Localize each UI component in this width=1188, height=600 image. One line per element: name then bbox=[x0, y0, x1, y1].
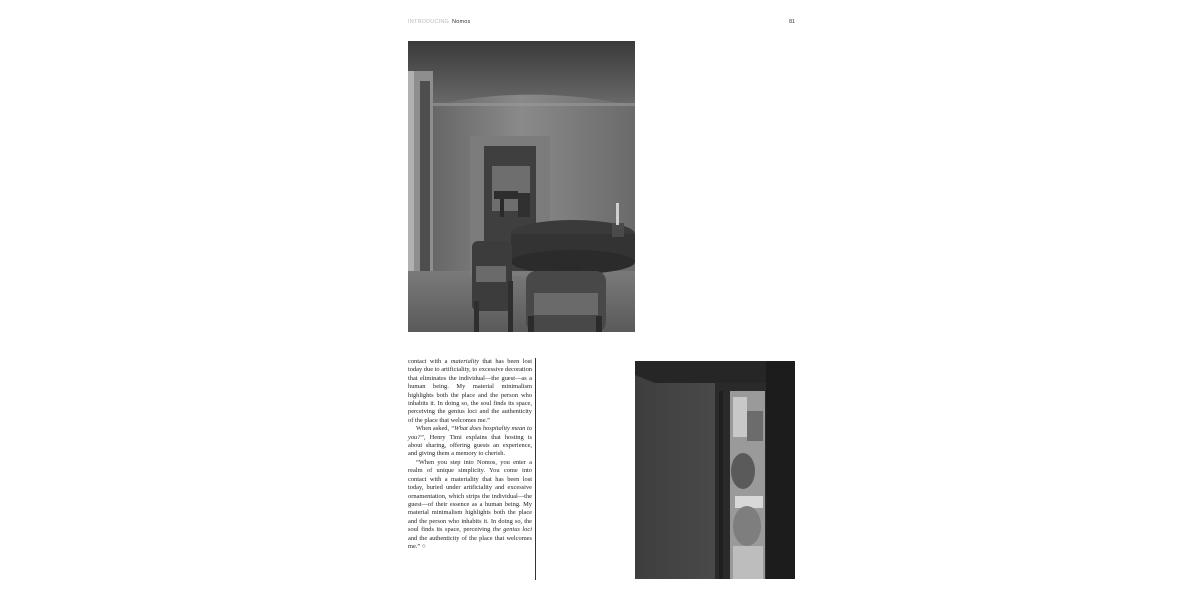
paragraph-1-emphasis: materiality bbox=[450, 358, 479, 365]
body-text-column bbox=[408, 358, 532, 551]
paragraph-3-text-a: “When you step into Nomos, you enter a realm of unique simplicity. You come into contact with a materiality that has been lost today, buried under artificiality and excessive ornamentation, which strips the individual—the guest—of their essence as a human being. My material minimalism highlights both the place and the person who inhabits it. In doing so, the soul finds its space, perceiving bbox=[408, 458, 532, 534]
section-label: INTRODUCING bbox=[408, 19, 450, 25]
paragraph-2 bbox=[408, 425, 532, 459]
running-header bbox=[408, 19, 470, 25]
paragraph-3 bbox=[408, 459, 532, 551]
interior-photo bbox=[408, 41, 635, 332]
interior-photo-image bbox=[408, 41, 635, 332]
paragraph-1-text-b: that has been lost today due to artificiality, to excessive decoration that eliminates the individual—the guest—as a human being. My material minimalism highlights both the place and the person who inhabits it. In doing so, the soul finds its space, perceiving the genius loci and the authenticity of the place that welcomes me.” bbox=[408, 358, 532, 424]
paragraph-3-emphasis: the genius loci bbox=[492, 526, 532, 534]
paragraph-2-text-a: When asked, bbox=[416, 425, 451, 433]
page-number: 81 bbox=[789, 19, 796, 25]
paragraph-3-text-b: and the authenticity of the place that welcomes me.” bbox=[408, 534, 532, 550]
column-rule bbox=[535, 358, 536, 580]
window-photo bbox=[635, 361, 795, 579]
end-mark-icon: ○ bbox=[421, 542, 426, 550]
article-title: Nomos bbox=[452, 19, 471, 25]
paragraph-2-text-b: , Henry Timi explains that hosting is about sharing, offering guests an experience, and giving them a memory to cherish. bbox=[408, 433, 532, 458]
window-photo-image bbox=[635, 361, 795, 579]
paragraph-2-quote: “What does hospitality mean to you?” bbox=[408, 425, 532, 441]
paragraph-1-text-a: contact with a bbox=[408, 358, 451, 365]
paragraph-1 bbox=[408, 358, 532, 425]
